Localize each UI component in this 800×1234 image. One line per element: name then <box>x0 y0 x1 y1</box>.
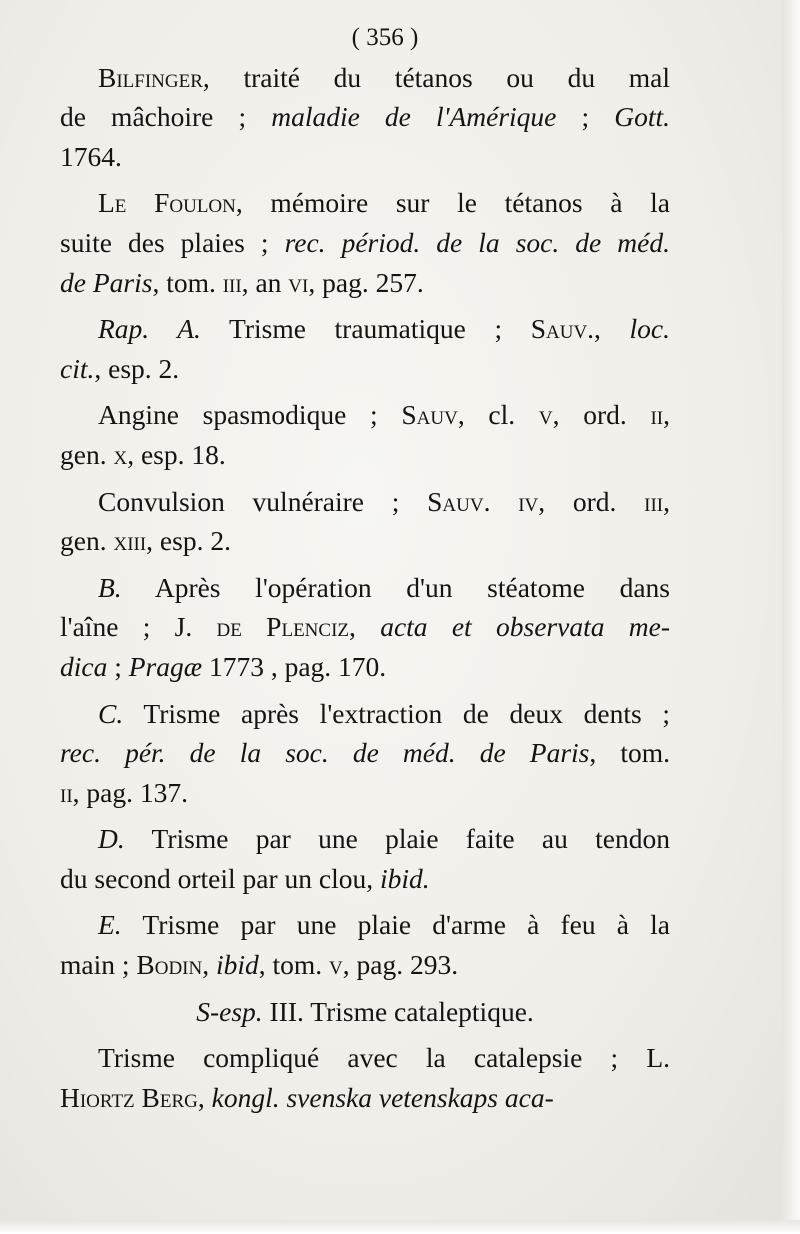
italic-text: cit. <box>60 352 95 384</box>
text-run: suite des plaies ; <box>60 226 285 258</box>
text-run: , pag. 293. <box>342 949 459 981</box>
italic-text: E. <box>98 909 122 941</box>
small-caps-text: iv <box>518 485 539 517</box>
text-run: , <box>663 399 670 431</box>
page-text <box>60 18 670 1117</box>
text-line <box>60 647 670 687</box>
text-line <box>60 395 670 435</box>
text-line <box>60 223 670 263</box>
text-run: gen. <box>60 525 114 557</box>
text-line <box>60 773 670 813</box>
italic-text: rec. pér. de la soc. de méd. de Paris <box>60 737 590 769</box>
text-run: , <box>197 1081 212 1113</box>
small-caps-text: Hiortz Berg <box>60 1081 198 1113</box>
text-run: gen. <box>60 438 114 470</box>
text-line <box>60 1078 670 1118</box>
italic-text: de Paris <box>60 266 153 298</box>
italic-text: D. <box>98 823 125 855</box>
small-caps-text: xiii <box>113 525 147 557</box>
text-run: , tom. <box>258 949 330 981</box>
page-bottom-edge <box>0 1220 800 1234</box>
paragraph <box>60 819 670 898</box>
text-line <box>60 482 670 522</box>
small-caps-text: vi <box>288 266 309 298</box>
italic-text: Pragæ <box>128 650 203 682</box>
paragraph <box>60 183 670 302</box>
text-line <box>60 945 670 985</box>
small-caps-text: Sauv. <box>530 313 595 345</box>
text-line <box>60 694 670 734</box>
small-caps-text: Le Foulon <box>98 187 236 219</box>
text-line <box>60 521 670 561</box>
text-run: Trisme traumatique ; <box>200 313 531 345</box>
text-run: , pag. 257. <box>308 266 424 298</box>
text-line <box>60 819 670 859</box>
small-caps-text: Sauv <box>401 399 458 431</box>
text-run: l'aîne ; J. <box>60 611 217 643</box>
italic-text: B. <box>98 571 122 603</box>
text-run: , <box>594 313 630 345</box>
text-run: , mémoire sur le tétanos à la <box>235 187 670 219</box>
paragraph <box>60 395 670 474</box>
text-run: , esp. 18. <box>127 438 226 470</box>
italic-text: ibid <box>215 949 259 981</box>
small-caps-text: ii <box>60 776 73 808</box>
text-run: , traité du tétanos ou du mal <box>202 61 670 93</box>
small-caps-text: Bilfinger <box>98 61 203 93</box>
italic-text: rec. périod. de la soc. de méd. <box>284 226 670 258</box>
italic-text: dica <box>60 650 108 682</box>
paragraph <box>60 309 670 388</box>
text-line <box>60 58 670 98</box>
paragraph <box>60 482 670 561</box>
italic-text: S-esp. <box>196 995 263 1027</box>
text-line <box>60 905 670 945</box>
paragraph <box>60 694 670 813</box>
text-line <box>60 607 670 647</box>
italic-text: loc. <box>629 313 670 345</box>
paragraph <box>60 568 670 687</box>
italic-text: acta et observata me- <box>380 611 670 643</box>
text-run: Convulsion vulnéraire ; <box>98 485 428 517</box>
paragraph <box>60 905 670 984</box>
text-line <box>60 309 670 349</box>
small-caps-text: x <box>113 438 128 470</box>
text-run: ; <box>107 650 129 682</box>
italic-text: C. <box>98 697 124 729</box>
text-run <box>490 486 518 517</box>
paragraph <box>60 58 670 177</box>
text-run: 1764. <box>60 140 122 172</box>
text-run: Angine spasmodique ; <box>98 399 402 431</box>
text-run: III. Trisme cataleptique. <box>262 995 534 1027</box>
text-run: Après l'opération d'un stéatome dans <box>121 571 670 603</box>
text-run: , ord. <box>552 399 651 431</box>
small-caps-text: v <box>538 399 553 431</box>
text-line <box>60 859 670 899</box>
text-run: , an <box>241 266 289 298</box>
italic-text: ibid. <box>379 862 430 894</box>
paragraph <box>60 1038 670 1117</box>
small-caps-text: iii <box>644 485 664 517</box>
text-run: ; <box>556 101 615 133</box>
small-caps-text: ii <box>650 399 664 431</box>
text-line <box>60 568 670 608</box>
italic-text: kongl. svenska vetenskaps aca- <box>211 1081 554 1113</box>
text-line <box>60 1038 670 1078</box>
text-run: main ; <box>60 949 137 981</box>
section-heading <box>60 992 670 1032</box>
text-run: , esp. 2. <box>94 352 180 384</box>
text-line <box>60 435 670 475</box>
text-run: , cl. <box>457 399 539 431</box>
page-number: ( 356 ) <box>351 24 419 51</box>
text-line <box>60 263 670 303</box>
text-run: 1773 , pag. 170. <box>202 650 387 682</box>
text-run: , tom. <box>152 266 223 298</box>
small-caps-text: de Plenciz <box>216 611 350 643</box>
small-caps-text: iii <box>222 266 242 298</box>
text-run: Trisme compliqué avec la catalepsie ; L. <box>98 1042 670 1074</box>
small-caps-text: v <box>329 949 343 981</box>
text-line <box>60 97 670 137</box>
italic-text: maladie de l'Amérique <box>271 101 557 133</box>
text-run: de mâchoire ; <box>60 101 272 133</box>
text-run: , pag. 137. <box>72 776 188 808</box>
text-run: , esp. 2. <box>146 525 231 557</box>
text-run: Trisme par une plaie faite au tendon <box>124 823 670 855</box>
text-line <box>60 992 670 1032</box>
text-run: , <box>202 949 216 981</box>
text-run: Trisme par une plaie d'arme à feu à la <box>121 909 670 941</box>
text-line <box>60 349 670 389</box>
italic-text: Gott. <box>614 101 670 133</box>
text-run: , ord. <box>538 485 645 517</box>
text-run: Trisme après l'extraction de deux dents ; <box>123 697 670 729</box>
text-run: , tom. <box>589 737 670 769</box>
text-run: , <box>349 611 381 643</box>
small-caps-text: Sauv. <box>427 485 491 517</box>
text-run: , <box>663 485 670 517</box>
text-run: du second orteil par un clou, <box>60 862 380 894</box>
italic-text: Rap. A. <box>98 313 201 345</box>
text-line <box>60 137 670 177</box>
small-caps-text: Bodin <box>136 949 203 981</box>
text-line <box>60 733 670 773</box>
text-line <box>60 183 670 223</box>
page-edge-shadow <box>782 0 800 1234</box>
